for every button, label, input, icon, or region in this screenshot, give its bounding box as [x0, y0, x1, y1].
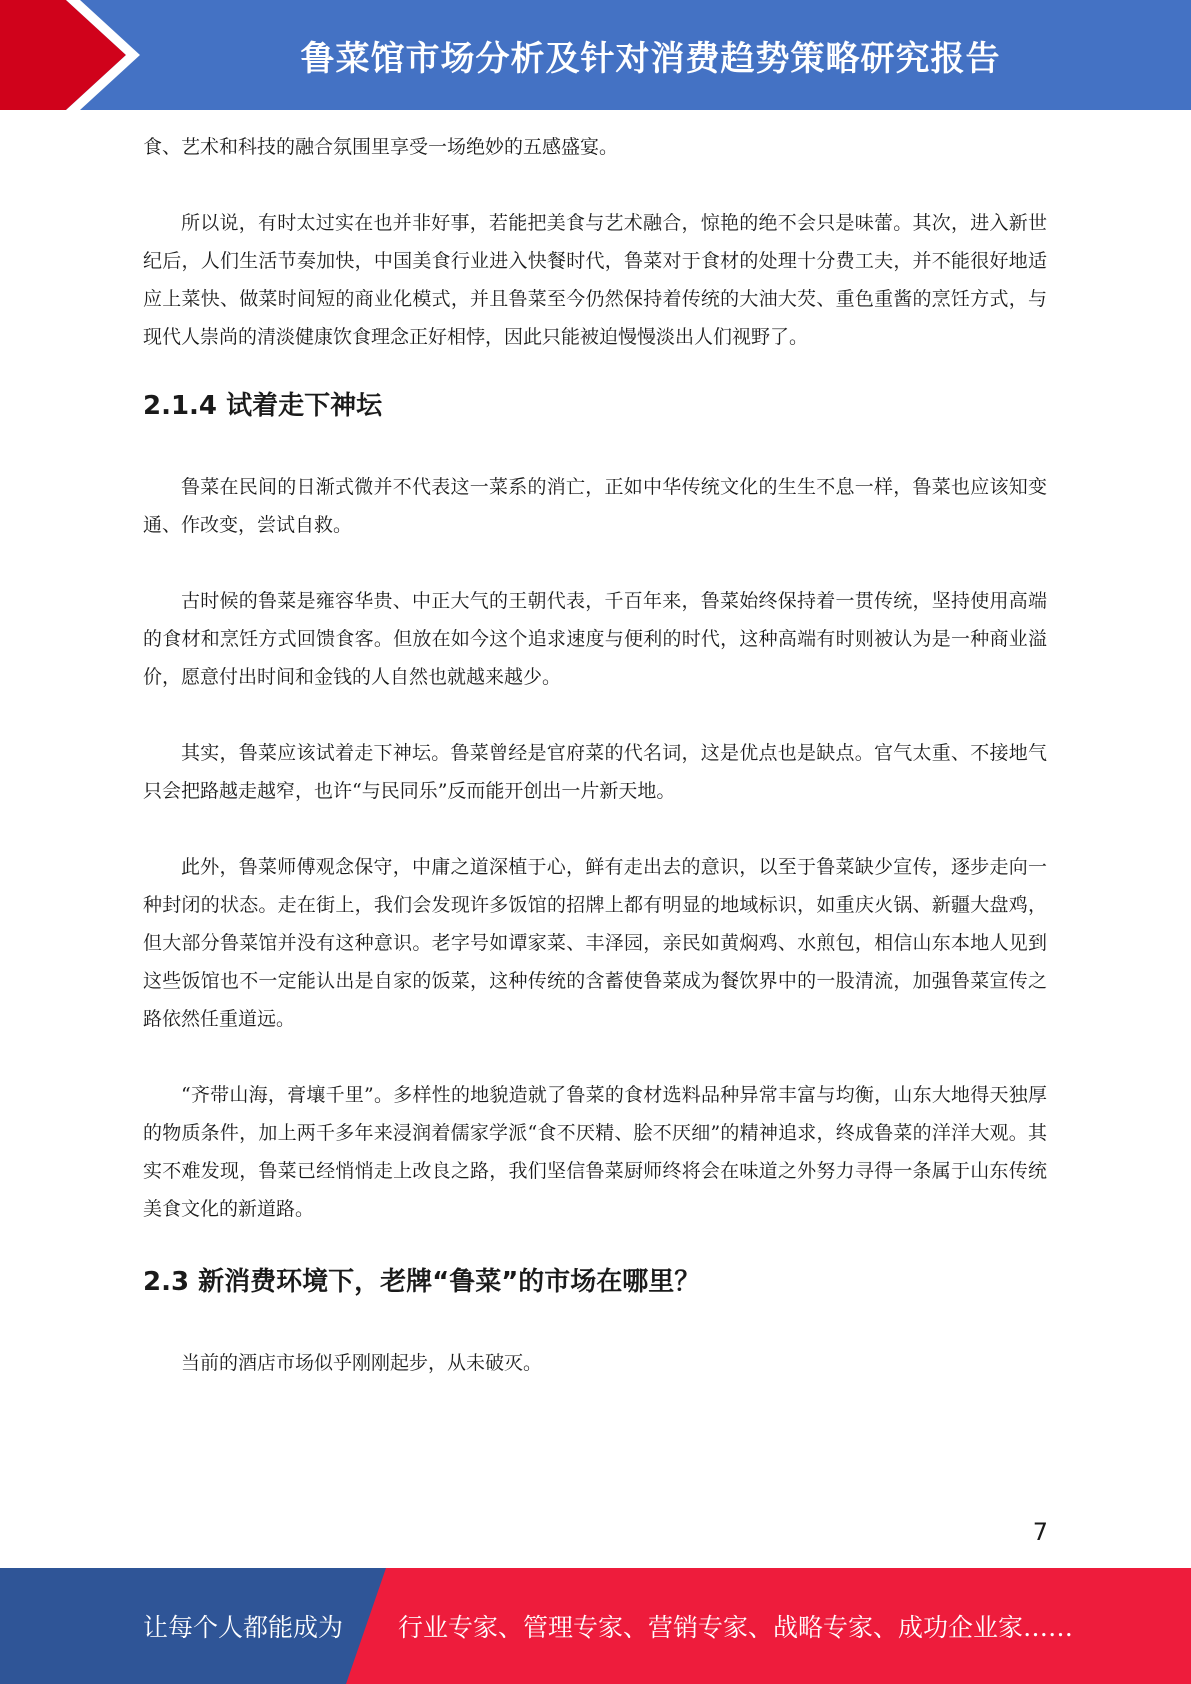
- header-chevron-icon: [0, 0, 160, 110]
- paragraph: 其实，鲁菜应该试着走下神坛。鲁菜曾经是官府菜的代名词，这是优点也是缺点。官气太重、不接地气只会把路越走越窄，也许“与民同乐”反而能开创出一片新天地。: [143, 742, 1047, 802]
- paragraph: 鲁菜在民间的日渐式微并不代表这一菜系的消亡，正如中华传统文化的生生不息一样，鲁菜也应该知变通、作改变，尝试自救。: [143, 476, 1047, 536]
- paragraph: 古时候的鲁菜是雍容华贵、中正大气的王朝代表，千百年来，鲁菜始终保持着一贯传统，坚持使用高端的食材和烹饪方式回馈食客。但放在如今这个追求速度与便利的时代，这种高端有时则被认为是一种商业溢价，愿意付出时间和金钱的人自然也就越来越少。: [143, 590, 1047, 688]
- paragraph: 当前的酒店市场似乎刚刚起步，从未破灭。: [181, 1352, 543, 1374]
- footer-slogan-left: 让每个人都能成为: [143, 1613, 344, 1642]
- section-heading: 2.1.4 试着走下神坛: [143, 391, 383, 421]
- footer-slogan-right: 行业专家、管理专家、营销专家、战略专家、成功企业家……: [398, 1613, 1074, 1642]
- section-heading: 2.3 新消费环境下，老牌“鲁菜”的市场在哪里？: [143, 1267, 701, 1297]
- page-number: 7: [1032, 1518, 1048, 1546]
- header-title: 鲁菜馆市场分析及针对消费趋势策略研究报告: [300, 38, 1001, 79]
- paragraph: “齐带山海，膏壤千里”。多样性的地貌造就了鲁菜的食材选料品种异常丰富与均衡，山东大地得天独厚的物质条件，加上两千多年来浸润着儒家学派“食不厌精、脍不厌细”的精神追求，终成鲁菜的洋洋大观。其实不难发现，鲁菜已经悄悄走上改良之路，我们坚信鲁菜厨师终将会在味道之外努力寻得一条属于山东传统美食文化的新道路。: [143, 1084, 1047, 1220]
- paragraph: 食、艺术和科技的融合氛围里享受一场绝妙的五感盛宴。: [143, 136, 619, 158]
- paragraph: 此外，鲁菜师傅观念保守，中庸之道深植于心，鲜有走出去的意识，以至于鲁菜缺少宣传，逐步走向一种封闭的状态。走在街上，我们会发现许多饭馆的招牌上都有明显的地域标识，如重庆火锅、新疆大盘鸡，但大部分鲁菜馆并没有这种意识。老字号如谭家菜、丰泽园，亲民如黄焖鸡、水煎包，相信山东本地人见到这些饭馆也不一定能认出是自家的饭菜，这种传统的含蓄使鲁菜成为餐饮界中的一股清流，加强鲁菜宣传之路依然任重道远。: [143, 856, 1047, 1030]
- header-band: [0, 0, 1191, 110]
- main-content: [143, 128, 1047, 1382]
- paragraph: 所以说，有时太过实在也并非好事，若能把美食与艺术融合，惊艳的绝不会只是味蕾。其次，进入新世纪后，人们生活节奏加快，中国美食行业进入快餐时代，鲁菜对于食材的处理十分费工夫，并不能很好地适应上菜快、做菜时间短的商业化模式，并且鲁菜至今仍然保持着传统的大油大芡、重色重酱的烹饪方式，与现代人崇尚的清淡健康饮食理念正好相悖，因此只能被迫慢慢淡出人们视野了。: [143, 212, 1047, 348]
- footer-band: [0, 1568, 1191, 1684]
